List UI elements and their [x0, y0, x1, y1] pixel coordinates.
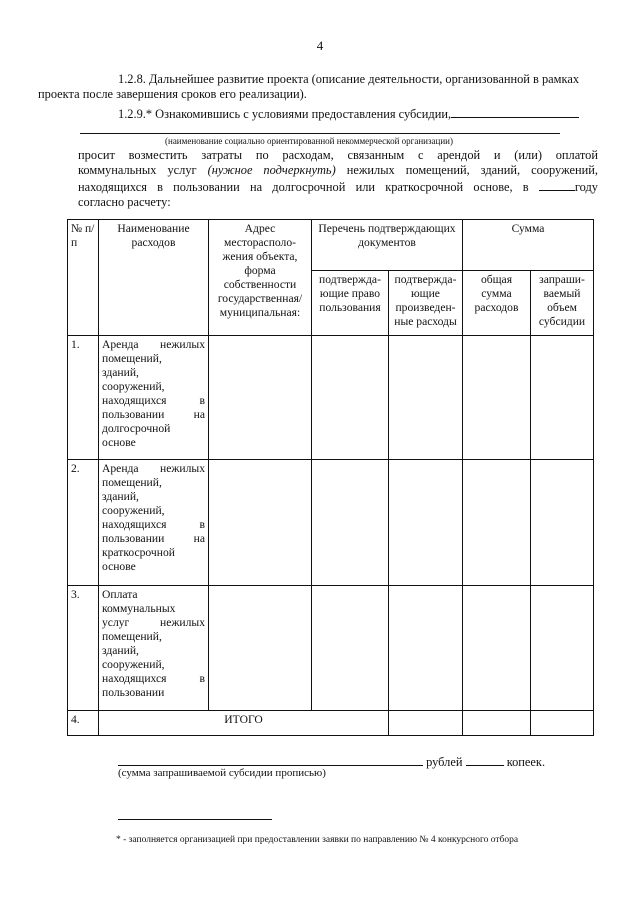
org-name-line[interactable] [80, 133, 560, 134]
row-name-line: основе [102, 436, 136, 449]
total-label: ИТОГО [99, 711, 389, 736]
total-sum-requested-cell[interactable] [531, 711, 594, 736]
section-1-2-8-line2: проекта после завершения сроков его реализации). [38, 87, 307, 101]
row-docs-right-cell[interactable] [312, 460, 389, 586]
sum-words-blank[interactable] [118, 753, 423, 766]
row-sum-total-cell[interactable] [463, 586, 531, 711]
row-name-line: пользовании на [102, 408, 205, 421]
row-name-line: основе [102, 560, 136, 573]
row-name-line: зданий, [102, 490, 139, 503]
request-line-1: просит возместить затраты по расходам, связанным с арендой и (или) оплатой [78, 148, 598, 162]
total-num: 4. [68, 711, 99, 736]
row-name-line: коммунальных [102, 602, 176, 615]
header-address: Адрес месторасполо-жения объекта, форма собственности государственная/ муниципальная: [209, 220, 312, 336]
row-name-line: сооружений, [102, 658, 165, 671]
table-row [68, 336, 594, 460]
sum-caption: (сумма запрашиваемой субсидии прописью) [118, 767, 326, 779]
section-1-2-8 [38, 72, 598, 102]
row-name [99, 460, 209, 586]
request-line-3 [78, 178, 598, 195]
row-name-line: помещений, [102, 476, 162, 489]
header-docs-expenses: подтвержда-ющие произведен-ные расходы [389, 271, 463, 336]
section-1-2-9-text: 1.2.9.* Ознакомившись с условиями предоставления субсидии, [118, 107, 452, 121]
row-name-line: краткосрочной [102, 546, 175, 559]
total-docs-expenses-cell[interactable] [389, 711, 463, 736]
row-num: 1. [68, 336, 99, 460]
request-line-4: согласно расчету: [78, 195, 171, 209]
row-docs-expenses-cell[interactable] [389, 586, 463, 711]
request-line-2b: нежилых помещений, зданий, сооружений, [346, 163, 598, 177]
row-name-line: Аренда нежилых [102, 462, 205, 475]
row-address-cell[interactable] [209, 460, 312, 586]
kopecks-label: копеек. [506, 755, 546, 769]
kopecks-blank[interactable] [466, 753, 504, 766]
header-sum-total: общая сумма расходов [463, 271, 531, 336]
request-line-2 [78, 163, 598, 178]
row-name-line: Оплата [102, 588, 138, 601]
header-sum: Сумма [463, 220, 594, 271]
row-sum-requested-cell[interactable] [531, 460, 594, 586]
header-num: № п/п [68, 220, 99, 336]
page-number: 4 [316, 38, 324, 53]
row-sum-requested-cell[interactable] [531, 586, 594, 711]
total-sum-total-cell[interactable] [463, 711, 531, 736]
row-sum-total-cell[interactable] [463, 460, 531, 586]
section-1-2-9 [78, 105, 598, 122]
org-name-blank[interactable] [451, 105, 579, 118]
total-row [68, 711, 594, 736]
table-row [68, 460, 594, 586]
request-line-2a: коммунальных услуг [78, 163, 197, 177]
row-address-cell[interactable] [209, 586, 312, 711]
row-name-line: услуг нежилых [102, 616, 205, 629]
row-name-line: пользовании на [102, 532, 205, 545]
rubles-label: рублей [426, 755, 463, 769]
row-docs-right-cell[interactable] [312, 336, 389, 460]
row-name-line: помещений, [102, 630, 162, 643]
row-docs-expenses-cell[interactable] [389, 336, 463, 460]
year-blank[interactable] [539, 178, 575, 191]
year-label: году [574, 180, 598, 194]
row-address-cell[interactable] [209, 336, 312, 460]
row-name [99, 586, 209, 711]
table-row [68, 586, 594, 711]
row-name-line: зданий, [102, 644, 139, 657]
row-name-line: зданий, [102, 366, 139, 379]
row-name-line: находящихся в [102, 394, 205, 407]
row-name-line: долгосрочной [102, 422, 171, 435]
org-caption: (наименование социально ориентированной некоммерческой организации) [165, 136, 453, 146]
row-name-line: пользовании [102, 686, 165, 699]
footnote-divider [118, 819, 272, 820]
row-docs-right-cell[interactable] [312, 586, 389, 711]
row-num: 3. [68, 586, 99, 711]
row-name-line: Аренда нежилых [102, 338, 205, 351]
request-paragraph [78, 148, 598, 210]
row-name-line: сооружений, [102, 380, 165, 393]
header-docs: Перечень подтверждающих документов [312, 220, 463, 271]
header-name: Наименование расходов [99, 220, 209, 336]
header-docs-right: подтвержда-ющие право пользования [312, 271, 389, 336]
request-line-3a: находящихся в пользовании на долгосрочной или краткосрочной основе, в [78, 180, 529, 194]
section-1-2-8-line1: 1.2.8. Дальнейшее развитие проекта (описание деятельности, организованной в рамках [118, 72, 580, 86]
row-name-line: находящихся в [102, 672, 205, 685]
row-name-line: помещений, [102, 352, 162, 365]
row-sum-requested-cell[interactable] [531, 336, 594, 460]
footnote: * - заполняется организацией при предоставлении заявки по направлению № 4 конкурсного отбора [116, 835, 519, 845]
row-sum-total-cell[interactable] [463, 336, 531, 460]
row-name-line: сооружений, [102, 504, 165, 517]
row-name [99, 336, 209, 460]
row-name-line: находящихся в [102, 518, 205, 531]
row-num: 2. [68, 460, 99, 586]
expenses-table [67, 219, 594, 736]
row-docs-expenses-cell[interactable] [389, 460, 463, 586]
header-sum-requested: запраши-ваемый объем субсидии [531, 271, 594, 336]
choose-note: (нужное подчеркнуть) [207, 163, 336, 177]
